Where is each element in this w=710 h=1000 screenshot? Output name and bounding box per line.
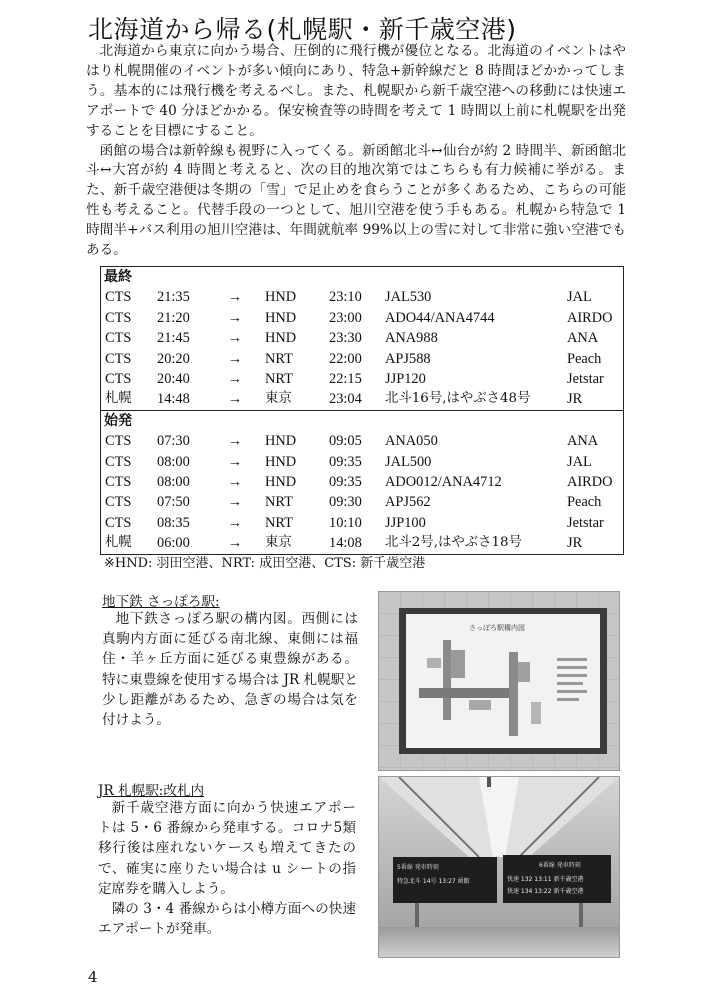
- departure-time-cell: 20:40: [157, 371, 190, 388]
- table-row: [101, 369, 624, 389]
- arrow-cell: →: [227, 433, 243, 450]
- arrival-time-cell: 23:04: [329, 391, 362, 408]
- arrival-time-cell: 23:10: [329, 289, 362, 306]
- intro-text: [86, 42, 626, 261]
- arrow-cell: →: [227, 371, 243, 388]
- jr-paragraph-1: 新千歳空港方面に向かう快速エアポートは 5・6 番線から発車する。コロナ5類移行後は座れないケースも増えてきたので、確実に座りたい場合は u シートの指定席券を購入しよう。: [98, 800, 356, 897]
- destination-cell: NRT: [265, 494, 293, 511]
- arrival-time-cell: 09:05: [329, 433, 362, 450]
- origin-cell: CTS: [105, 514, 132, 531]
- flight-number-cell: 北斗2号,はやぶさ18号: [385, 535, 522, 551]
- flight-number-cell: JJP120: [385, 371, 426, 388]
- destination-cell: NRT: [265, 371, 293, 388]
- arrow-cell: →: [227, 309, 243, 326]
- arrival-time-cell: 23:00: [329, 309, 362, 326]
- departure-time-cell: 21:20: [157, 309, 190, 326]
- subway-text: [102, 609, 358, 730]
- destination-cell: HND: [265, 309, 297, 326]
- departure-time-cell: 06:00: [157, 535, 190, 552]
- arrival-time-cell: 23:30: [329, 330, 362, 347]
- arrow-cell: →: [227, 494, 243, 511]
- flight-number-cell: ADO44/ANA4744: [385, 309, 495, 326]
- origin-cell: CTS: [105, 494, 132, 511]
- arrow-cell: →: [227, 535, 243, 552]
- destination-cell: 東京: [265, 535, 292, 551]
- departure-time-cell: 21:45: [157, 330, 190, 347]
- arrival-time-cell: 14:08: [329, 535, 362, 552]
- flight-number-cell: JAL530: [385, 289, 432, 306]
- arrow-cell: →: [227, 350, 243, 367]
- carrier-cell: Peach: [567, 494, 602, 511]
- table-row: [101, 472, 624, 492]
- arrival-time-cell: 09:35: [329, 474, 362, 491]
- origin-cell: CTS: [105, 433, 132, 450]
- arrow-cell: →: [227, 330, 243, 347]
- board-right-title: 6番線 発車時刻: [539, 862, 581, 869]
- jr-platform-photo: [378, 776, 620, 958]
- subway-heading: 地下鉄 さっぽろ駅:: [102, 594, 220, 610]
- carrier-cell: Peach: [567, 350, 602, 367]
- table-row: [101, 389, 624, 410]
- departure-time-cell: 08:00: [157, 453, 190, 470]
- table-row: [101, 349, 624, 369]
- destination-cell: 東京: [265, 391, 292, 407]
- board-right-row-2: 快速 134 13:22 新千歳空港: [507, 888, 584, 895]
- departure-time-cell: 08:35: [157, 514, 190, 531]
- arrival-time-cell: 09:30: [329, 494, 362, 511]
- page-number: 4: [88, 968, 98, 986]
- arrow-cell: →: [227, 391, 243, 408]
- carrier-cell: JR: [567, 391, 583, 408]
- board-right-row-1: 快速 132 13:11 新千歳空港: [507, 876, 584, 883]
- destination-cell: HND: [265, 289, 297, 306]
- origin-cell: CTS: [105, 371, 132, 388]
- board-left-row: 特急北斗 14号 13:27 函館: [397, 878, 470, 885]
- origin-cell: 札幌: [105, 391, 132, 407]
- intro-paragraph-2: 函館の場合は新幹線も視野に入ってくる。新函館北斗↔仙台が約 2 時間半、新函館北斗↔大宮が約 4 時間と考えると、次の目的地次第ではこちらも有力候補に挙がる。また、新千歳空港便は冬期の「雪」で足止めを食らうことが多くあるため、こちらの可能性も考えること。代替手段の一つとして、旭川空港を使う手もある。札幌から特急で 1 時間半+バス利用の旭川空港は、年間就航率 99%以上の雪に対して非常に強い空港でもある。: [86, 142, 626, 259]
- jr-heading: JR 札幌駅:改札内: [98, 783, 205, 799]
- table-row: [101, 431, 624, 451]
- departure-time-cell: 07:50: [157, 494, 190, 511]
- jr-text: [98, 798, 356, 939]
- arrow-cell: →: [227, 474, 243, 491]
- origin-cell: CTS: [105, 474, 132, 491]
- carrier-cell: AIRDO: [567, 309, 613, 326]
- departure-time-cell: 21:35: [157, 289, 190, 306]
- schedule-table: [100, 266, 624, 555]
- departure-time-cell: 07:30: [157, 433, 190, 450]
- arrival-time-cell: 22:15: [329, 371, 362, 388]
- flight-number-cell: APJ562: [385, 494, 431, 511]
- board-left-title: 5番線 発車時刻: [397, 864, 439, 871]
- intro-paragraph-1: 北海道から東京に向かう場合、圧倒的に飛行機が優位となる。北海道のイベントはやはり札幌開催のイベントが多い傾向にあり、特急+新幹線だと 8 時間ほどかかってしまう。基本的には飛行機を考えるべし。また、札幌駅から新千歳空港への移動には快速エアポートで 40 分ほどかかる。保安検査等の時間を考えて 1 時間以上前に札幌駅を出発することを目標にすること。: [86, 43, 626, 139]
- arrow-cell: →: [227, 514, 243, 531]
- subway-map-title: さっぽろ駅構内図: [469, 624, 525, 632]
- carrier-cell: ANA: [567, 433, 599, 450]
- flight-number-cell: ANA988: [385, 330, 438, 347]
- table-row: [101, 513, 624, 533]
- carrier-cell: ANA: [567, 330, 599, 347]
- subway-map-photo: [378, 591, 620, 771]
- table-row: [101, 287, 624, 307]
- flight-number-cell: 北斗16号,はやぶさ48号: [385, 391, 531, 407]
- schedule-note: ※HND: 羽田空港、NRT: 成田空港、CTS: 新千歳空港: [104, 556, 426, 571]
- carrier-cell: JAL: [567, 453, 592, 470]
- carrier-cell: AIRDO: [567, 474, 613, 491]
- flight-number-cell: JAL500: [385, 453, 432, 470]
- destination-cell: NRT: [265, 350, 293, 367]
- departure-time-cell: 14:48: [157, 391, 190, 408]
- arrow-cell: →: [227, 453, 243, 470]
- schedule-section-label: 始発: [101, 410, 624, 431]
- jr-paragraph-2: 隣の 3・4 番線からは小樽方面への快速エアポートが発車。: [98, 901, 356, 938]
- flight-number-cell: APJ588: [385, 350, 431, 367]
- carrier-cell: JR: [567, 535, 583, 552]
- departure-time-cell: 08:00: [157, 474, 190, 491]
- departure-time-cell: 20:20: [157, 350, 190, 367]
- arrival-time-cell: 09:35: [329, 453, 362, 470]
- origin-cell: CTS: [105, 309, 132, 326]
- flight-number-cell: ANA050: [385, 433, 438, 450]
- subway-paragraph: 地下鉄さっぽろ駅の構内図。西側には真駒内方面に延びる南北線、東側には福住・羊ヶ丘方面に延びる東豊線がある。特に東豊線を使用する場合は JR 札幌駅と少し距離があるため、急ぎの場合は気を付けよう。: [102, 611, 358, 729]
- origin-cell: CTS: [105, 453, 132, 470]
- table-row: [101, 308, 624, 328]
- arrow-cell: →: [227, 289, 243, 306]
- page-title: 北海道から帰る(札幌駅・新千歳空港): [88, 15, 517, 44]
- carrier-cell: Jetstar: [567, 514, 604, 531]
- carrier-cell: JAL: [567, 289, 592, 306]
- arrival-time-cell: 10:10: [329, 514, 362, 531]
- origin-cell: CTS: [105, 350, 132, 367]
- schedule-section-first: [101, 410, 624, 431]
- schedule-section-label: 最終: [104, 269, 132, 285]
- destination-cell: HND: [265, 433, 297, 450]
- table-row: [101, 328, 624, 348]
- table-row: [101, 452, 624, 472]
- flight-number-cell: JJP100: [385, 514, 426, 531]
- destination-cell: HND: [265, 474, 297, 491]
- flight-number-cell: ADO012/ANA4712: [385, 474, 502, 491]
- destination-cell: HND: [265, 330, 297, 347]
- destination-cell: NRT: [265, 514, 293, 531]
- origin-cell: 札幌: [105, 535, 132, 551]
- carrier-cell: Jetstar: [567, 371, 604, 388]
- origin-cell: CTS: [105, 289, 132, 306]
- origin-cell: CTS: [105, 330, 132, 347]
- arrival-time-cell: 22:00: [329, 350, 362, 367]
- destination-cell: HND: [265, 453, 297, 470]
- schedule-section-last: [101, 267, 624, 288]
- table-row: [101, 492, 624, 512]
